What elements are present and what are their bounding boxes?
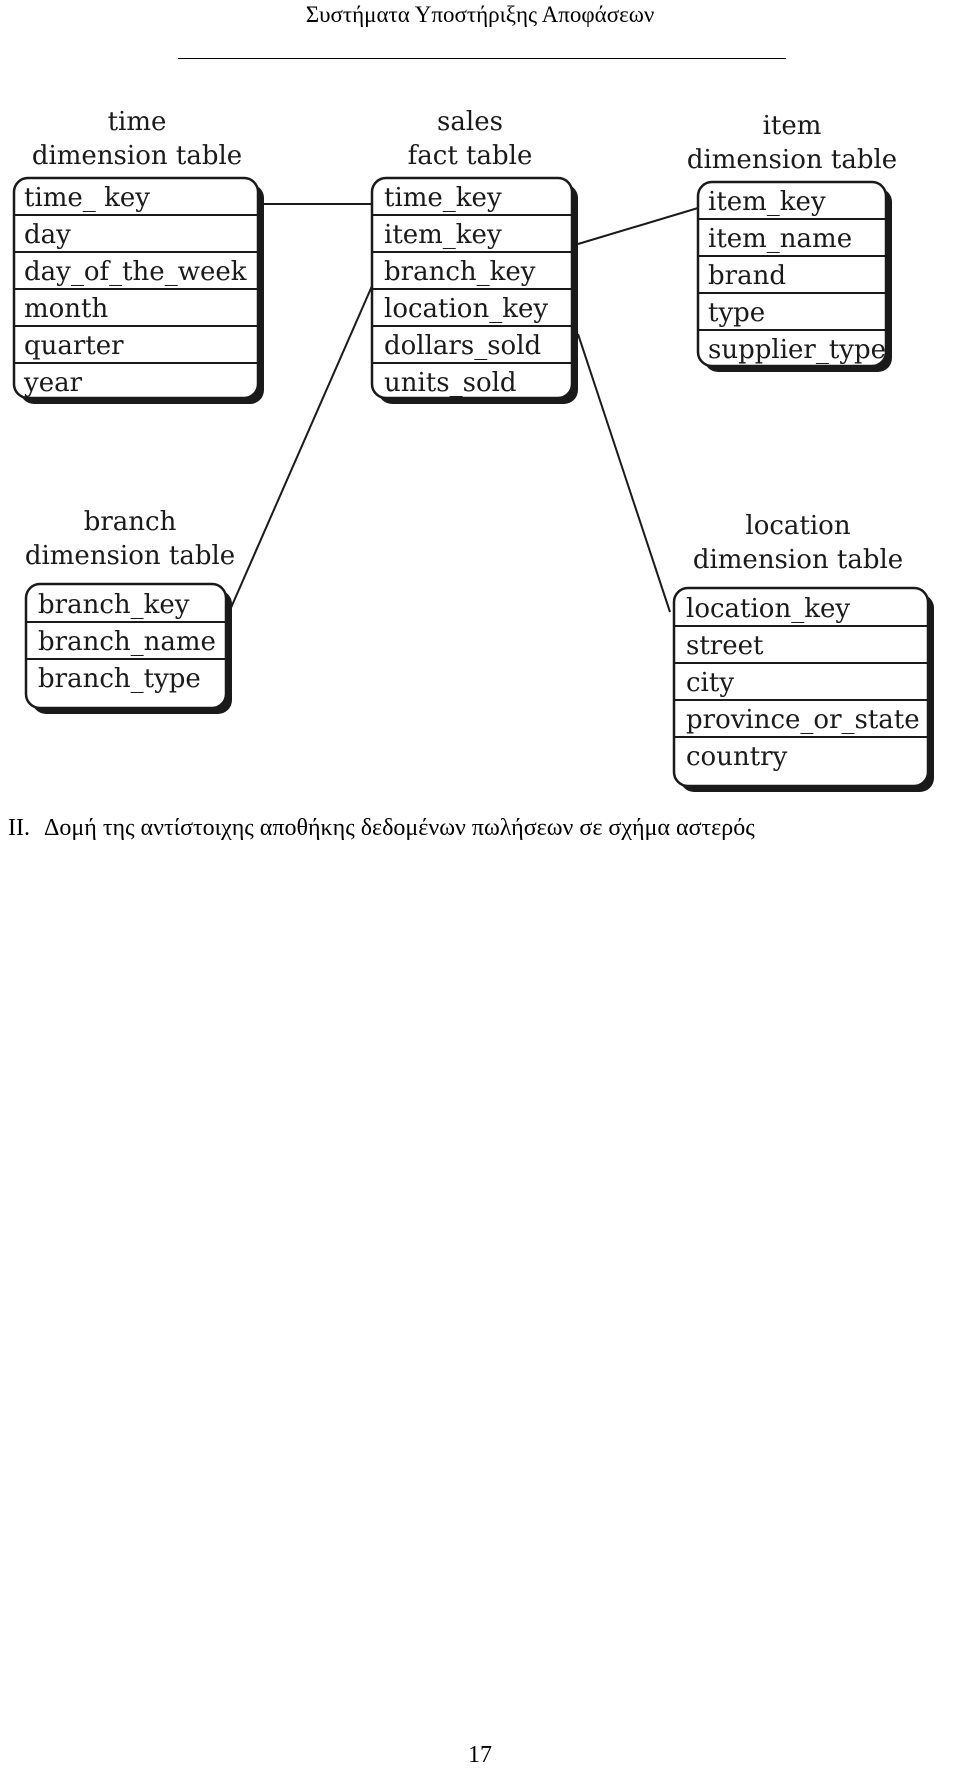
table-item-field: brand [708,261,786,291]
table-time-field: day [24,220,71,250]
table-location-field: city [686,668,735,698]
running-header: Συστήματα Υποστήριξης Αποφάσεων [305,2,655,27]
connector-sales-location [578,334,670,612]
table-time [14,107,264,404]
table-sales-subtitle: fact table [407,141,533,171]
table-item-field: item_key [708,187,826,217]
figure-caption [8,815,755,842]
table-location-subtitle: dimension table [692,545,904,575]
table-location-field: location_key [686,594,851,624]
table-item [687,111,897,372]
table-item-subtitle: dimension table [686,145,898,175]
caption-number: II. [8,815,30,841]
table-sales-field: units_sold [384,368,517,398]
table-sales-field: branch_key [384,257,536,287]
table-sales-field: item_key [384,220,502,250]
table-time-title: time [107,107,167,137]
table-time-field: day_of_the_week [24,257,247,287]
table-sales-field: time_key [384,183,502,213]
header-rule [178,58,786,59]
table-location [674,511,934,792]
table-item-field: item_name [708,224,853,254]
table-location-field: province_or_state [686,705,920,735]
table-location-field: street [686,631,764,661]
table-branch-field: branch_type [38,664,201,694]
table-sales-field: location_key [384,294,549,324]
table-sales [372,107,578,404]
table-time-field: time_ key [24,183,150,213]
table-sales-title: sales [437,107,503,137]
connector-sales-item [578,208,698,244]
table-branch-field: branch_key [38,590,190,620]
table-item-field: type [708,298,766,328]
table-time-field: quarter [24,331,124,361]
table-location-title: location [745,511,851,541]
page-number: 17 [468,1742,492,1768]
table-branch-field: branch_name [38,627,216,657]
table-sales-field: dollars_sold [384,331,542,361]
table-branch-subtitle: dimension table [24,541,236,571]
table-branch [25,507,235,714]
table-branch-title: branch [83,507,177,537]
table-item-title: item [762,111,822,141]
caption-text: Δομή της αντίστοιχης αποθήκης δεδομένων πωλήσεων σε σχήμα αστερός [43,815,755,841]
star-schema-diagram [0,96,960,796]
table-item-field: supplier_type [708,335,886,365]
table-time-field: year [24,368,83,398]
table-time-field: month [24,294,109,324]
table-time-subtitle: dimension table [31,141,243,171]
table-location-field: country [686,742,788,772]
